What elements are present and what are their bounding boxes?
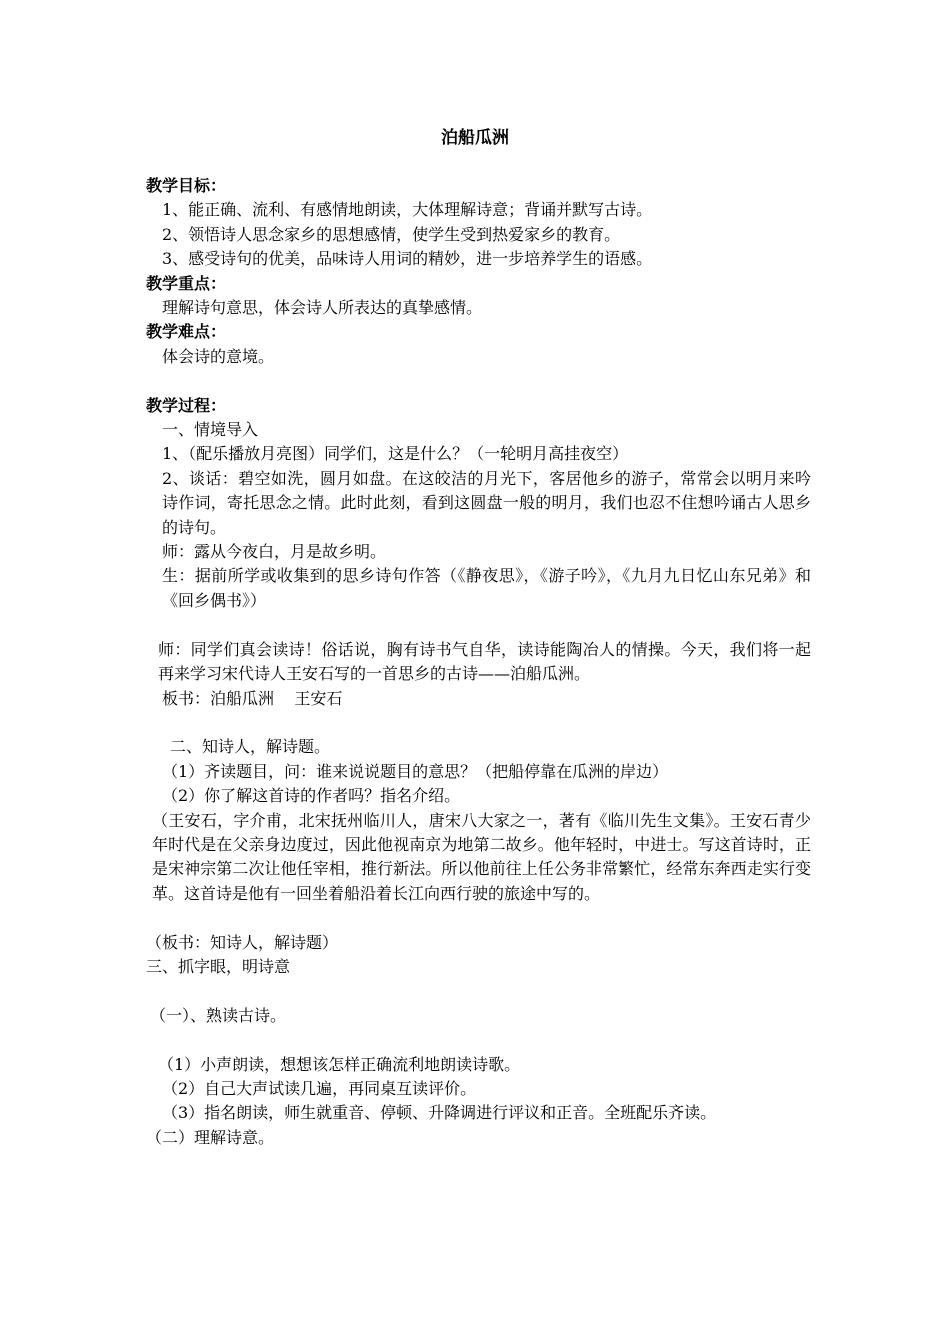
section1-p4-text: 生：据前所学或收集到的思乡诗句作答（《静夜思》，《游子吟》，《九月九日忆山东兄弟》和《回乡偶书》）: [162, 566, 811, 610]
objective-item-3: 3、感受诗句的优美，品味诗人用词的精妙，进一步培养学生的语感。: [162, 249, 653, 269]
key-point-text: 理解诗句意思，体会诗人所表达的真挚感情。: [162, 298, 483, 318]
objectives-heading: 教学目标：: [146, 176, 227, 195]
section1-p1: 1、（配乐播放月亮图）同学们，这是什么？（一轮明月高挂夜空）: [162, 444, 629, 464]
section1-board: 板书：泊船瓜洲 王安石: [162, 688, 343, 708]
blank-line: [146, 369, 811, 393]
section3-r3: （3）指名朗读，师生就重音、停顿、升降调进行评议和正音。全班配乐齐读。: [162, 1103, 717, 1123]
difficulty-text: 体会诗的意境。: [162, 346, 275, 366]
blank-line: [146, 1028, 811, 1052]
blank-line: [146, 979, 811, 1003]
process-heading: 教学过程：: [146, 395, 227, 415]
section1-title: 一、情境导入: [162, 420, 259, 440]
difficulty-heading: 教学难点：: [146, 322, 227, 342]
objective-item-1: 1、能正确、流利、有感情地朗读，大体理解诗意；背诵并默写古诗。: [162, 200, 653, 220]
document-body: [146, 174, 811, 1150]
blank-line: [146, 613, 811, 637]
section2-board: （板书：知诗人，解诗题）: [146, 932, 339, 952]
section2-q2: （2）你了解这首诗的作者吗？指名介绍。: [162, 786, 461, 806]
section2-intro-text: （王安石，字介甫，北宋抚州临川人，唐宋八大家之一，著有《临川先生文集》。王安石青少年时代是在父亲身边度过，因此他视南京为地第二故乡。他年轻时，中进士。写这首诗时，正是宋神宗第二次让他任宰相，推行新法。所以他前往上任公务非常繁忙，经常东奔西走实行变革。这首诗是他有一回坐着船沿着长江向西行驶的旅途中写的。: [152, 810, 811, 903]
section1-p4: [146, 564, 811, 613]
key-point-heading: 教学重点：: [146, 273, 227, 293]
section3-r1: （1）小声朗读，想想该怎样正确流利地朗读诗歌。: [158, 1054, 521, 1074]
section1-p3: 师：露从今夜白，月是故乡明。: [162, 542, 387, 562]
section3-title: 三、抓字眼，明诗意: [146, 956, 291, 976]
document-title: 泊船瓜洲: [441, 128, 509, 148]
blank-line: [146, 711, 811, 735]
section1-p5-text: 师：同学们真会读诗！俗话说，胸有诗书气自华，读诗能陶冶人的情操。今天，我们将一起再来学习宋代诗人王安石写的一首思乡的古诗——泊船瓜洲。: [158, 639, 811, 684]
section3-sub1: （一）、熟读古诗。: [150, 1005, 287, 1025]
objective-item-2: 2、领悟诗人思念家乡的思想感情，使学生受到热爱家乡的教育。: [162, 224, 621, 244]
section2-intro: [146, 809, 811, 907]
section1-p2: [146, 467, 811, 540]
section1-p2-text: 2、谈话：碧空如洗，圆月如盘。在这皎洁的月光下，客居他乡的游子，常常会以明月来吟诗作词，寄托思念之情。此时此刻，看到这圆盘一般的明月，我们也忍不住想吟诵古人思乡的诗句。: [162, 468, 811, 537]
section2-title: 二、知诗人，解诗题。: [170, 737, 331, 757]
blank-line: [146, 906, 811, 930]
section2-q1: （1）齐读题目，问：谁来说说题目的意思？（把船停靠在瓜洲的岸边）: [162, 761, 669, 781]
section1-p5: [146, 638, 811, 687]
section3-r2: （2）自己大声试读几遍，再同桌互读评价。: [162, 1078, 477, 1098]
section3-sub2: （二）理解诗意。: [146, 1127, 275, 1147]
